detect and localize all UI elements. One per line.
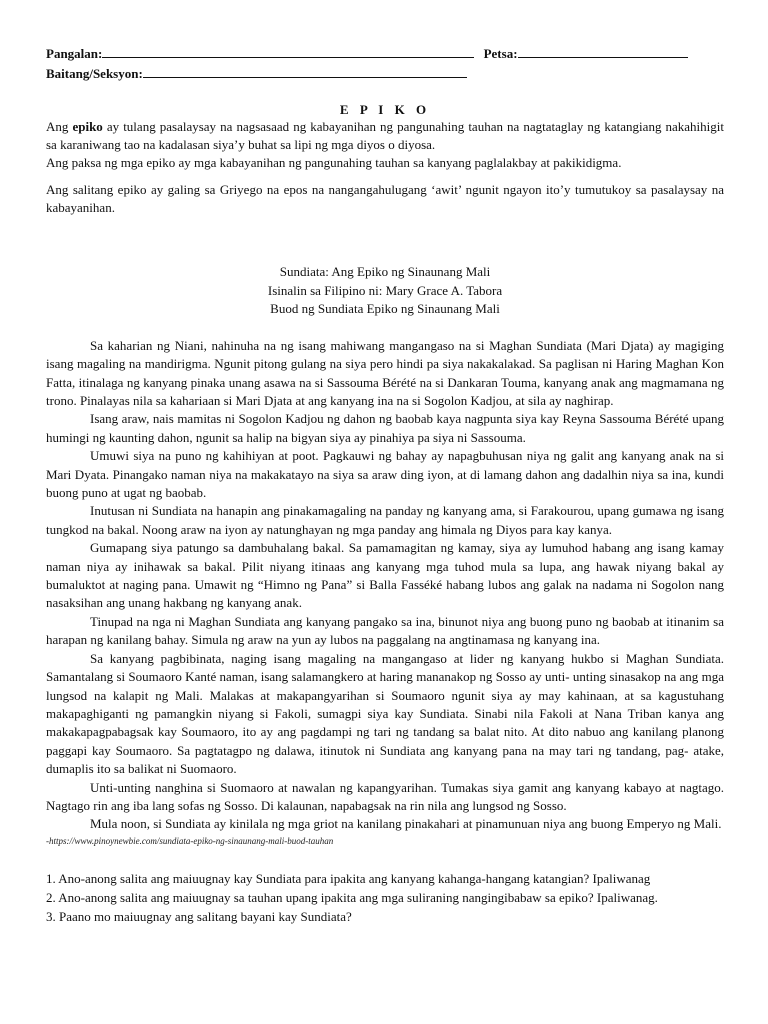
name-field-line[interactable]	[102, 44, 474, 58]
story-paragraph: Tinupad na nga ni Maghan Sundiata ang kanyang pangako sa ina, binunot niya ang buong puno ng baobab at itinanim sa harapan ng kanilang bahay. Simula ng araw na yun ay lubos na paggalang na angtinamasa ng kanyang ina.	[46, 613, 724, 648]
story-paragraph: Sa kanyang pagbibinata, naging isang magaling na mangangaso at lider ng kanyang hukbo si Maghan Sundiata. Samantalang si Soumaoro Kanté naman, isang salamangkero at haring mananakop ng Sosso ay unti- unting sinasakop na ang mga lungsod na kalapit ng Mali. Malakas at makapangyarihan si Soumaoro ngunit siya ay may kahinaan, at sa kagustuhang makapaghiganti ng pamangkin niyang si Fakoli, sumagpi siya kay Sundiata. Sinabi nila Fakoli at Nana Triban kanya ang makakapagpabagsak kay Soumaoro, ito ay ang pagdampi ng tari ng tandang sa balat nito. At dito nabuo ang kanilang planong paggapi kay Soumaoro. Sa pagtatagpo ng dalawa, itinutok ni Sundiata ang kanyang pana na may tari ng tandang, pag- atake, dumaplis ito sa balikat ni Suomaoro.	[46, 650, 724, 777]
grade-section-label: Baitang/Seksyon:	[46, 66, 143, 81]
name-label: Pangalan:	[46, 46, 103, 61]
story-paragraph: Unti-unting nanghina si Suomaoro at nawalan ng kapangyarihan. Tumakas siya gamit ang kanyang kabayo at nagtago. Nagtago rin ang iba lang sofas ng Sosso. Di kalaunan, napabagsak na rin nila ang lungsod ng Sosso.	[46, 779, 724, 813]
source-citation: -https://www.pinoynewbie.com/sundiata-epiko-ng-sinaunang-mali-buod-tauhan	[46, 835, 334, 846]
story-paragraph: Gumapang siya patungo sa dambuhalang bakal. Sa pamamagitan ng kamay, siya ay lumuhod habang ang isang kamay naman niya ay inihawak sa bakal. Pilit niyang itinaas ang kanyang mga tuhod mula sa lupa, ang hawak niyang bakal ay bumaluktot at naging pana. Umawit ng “Himno ng Pana” si Balla Fasséké habang lubos ang galak na nadama ni Sogolon nang nasaksihan ang unang hakbang ng kanyang anak.	[46, 540, 724, 611]
page-title: E P I K O	[339, 102, 431, 117]
intro-paragraph-2: Ang paksa ng mga epiko ay mga kabayanihan ng pangunahing tauhan sa kanyang paglalakbay at pakikidigma.	[46, 155, 622, 171]
story-translator: Isinalin sa Filipino ni: Mary Grace A. Tabora	[267, 282, 503, 298]
story-paragraph: Mula noon, si Sundiata ay kinilala ng mga griot na kanilang pinakahari at pinamunuan niya ang buong Emperyo ng Mali.	[90, 816, 722, 832]
epiko-term: epiko	[72, 119, 103, 134]
header-row-2	[46, 64, 724, 84]
worksheet-page	[46, 44, 724, 926]
questions-list	[46, 869, 724, 926]
grade-section-field-line[interactable]	[143, 64, 467, 78]
story-title: Sundiata: Ang Epiko ng Sinaunang Mali	[279, 264, 491, 280]
question-item: 1. Ano-anong salita ang maiuugnay kay Sundiata para ipakita ang kanyang kahanga-hangang katangian? Ipaliwanag	[46, 870, 651, 886]
story-paragraph: Inutusan ni Sundiata na hanapin ang pinakamagaling na panday ng kanyang ama, si Farakourou, upang gumawa ng isang tungkod na bakal. Noong araw na iyon ay natunghayan ng mga panday ang himala ng Diyos para kay kanya.	[46, 503, 724, 537]
header-row-1	[46, 44, 724, 64]
story-subtitle: Buod ng Sundiata Epiko ng Sinaunang Mali	[270, 301, 500, 317]
date-label: Petsa:	[483, 46, 518, 61]
intro-paragraph-3: Ang salitang epiko ay galing sa Griyego na epos na nangangahulugang ‘awit’ ngunit ngayon ito’y tumutukoy sa pasalaysay na kabayanihan.	[46, 181, 724, 215]
story-heading	[46, 263, 724, 319]
date-field-line[interactable]	[518, 44, 688, 58]
story-body	[46, 337, 724, 834]
story-paragraph: Umuwi siya na puno ng kahihiyan at poot. Pagkauwi ng bahay ay napagbuhusan niya ng galit ang kanyang anak na si Mari Dyata. Pinangako naman niya na makakatayo na siya sa araw ding iyon, at di lamang dahon ang dadalhin niya sa ina, kundi buong puno at ugat ng baobab.	[46, 448, 724, 501]
story-paragraph: Sa kaharian ng Niani, nahinuha na ng isang mahiwang mangangaso na si Maghan Sundiata (Mari Djata) ay magiging isang magaling na mandirigma. Ngunit pitong gulang na siya pero hindi pa siya nakakalakad. Sa paglisan ni Haring Maghan Kon Fatta, itinalaga ng kanyang pinaka unang asawa na si Sassouma Bérété na si Dankaran Touma, kanyang anak ang magmamana ng trono. Pinalayas nila sa kahariaan si Mari Djata at ang kanyang ina na si Sogolon Kadjou, at sila ay naghirap.	[46, 337, 724, 409]
story-paragraph: Isang araw, nais mamitas ni Sogolon Kadjou ng dahon ng baobab kaya nagpunta siya kay Reyna Sassouma Bérété upang humingi ng kaunting dahon, ngunit sa halip na bigyan siya ay pinahiya pa siya ni Sassouma.	[46, 411, 724, 445]
question-item: 3. Paano mo maiuugnay ang salitang bayani kay Sundiata?	[46, 908, 352, 924]
intro-paragraph-1: Ang epiko ay tulang pasalaysay na nagsasaad ng kabayanihan ng pangunahing tauhan na nagtataglay ng katangiang nakahihigit sa karaniwang tao na kadalasan siya’y buhat sa lipi ng mga diyos o diyosa.	[46, 119, 724, 153]
question-item: 2. Ano-anong salita ang maiuugnay sa tauhan upang ipakita ang mga suliraning nangingibabaw sa epiko? Ipaliwanag.	[46, 889, 658, 905]
